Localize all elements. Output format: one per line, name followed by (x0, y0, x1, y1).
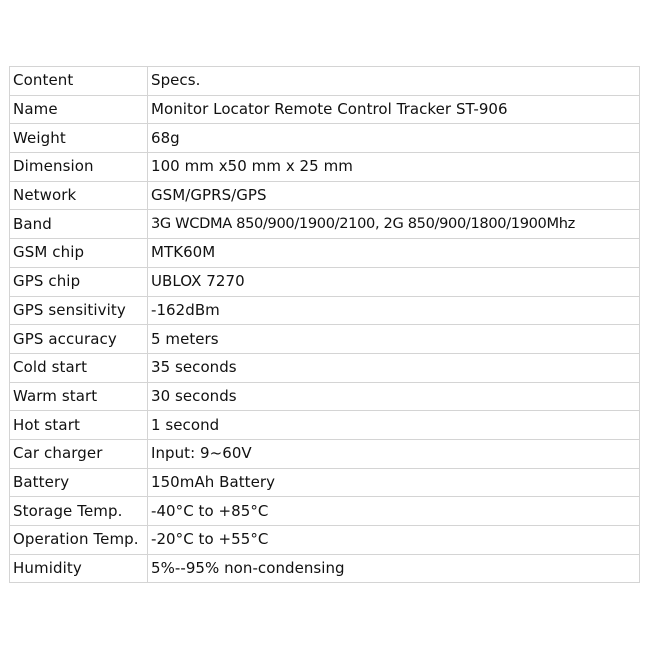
table-row (10, 382, 640, 411)
spec-label: Hot start (10, 411, 148, 440)
table-row (10, 239, 640, 268)
spec-label: Operation Temp. (10, 526, 148, 555)
spec-label: Battery (10, 468, 148, 497)
spec-label: Warm start (10, 382, 148, 411)
table-row (10, 67, 640, 96)
spec-value: 100 mm x50 mm x 25 mm (148, 153, 640, 182)
spec-value: -40°C to +85°C (148, 497, 640, 526)
spec-value: 150mAh Battery (148, 468, 640, 497)
spec-label: Network (10, 181, 148, 210)
spec-value: Specs. (148, 67, 640, 96)
table-row (10, 439, 640, 468)
spec-label: Storage Temp. (10, 497, 148, 526)
table-row (10, 526, 640, 555)
table-row (10, 468, 640, 497)
spec-value: 35 seconds (148, 353, 640, 382)
spec-label: GSM chip (10, 239, 148, 268)
spec-value: UBLOX 7270 (148, 267, 640, 296)
spec-value: 3G WCDMA 850/900/1900/2100, 2G 850/900/1800/1900Mhz (148, 210, 640, 239)
table-row (10, 95, 640, 124)
table-row (10, 325, 640, 354)
spec-label: Weight (10, 124, 148, 153)
spec-value: 1 second (148, 411, 640, 440)
spec-label: GPS chip (10, 267, 148, 296)
spec-value: 5%--95% non-condensing (148, 554, 640, 583)
spec-value: GSM/GPRS/GPS (148, 181, 640, 210)
table-row (10, 411, 640, 440)
spec-label: Humidity (10, 554, 148, 583)
spec-value: Input: 9~60V (148, 439, 640, 468)
table-row (10, 124, 640, 153)
table-row (10, 296, 640, 325)
spec-value: 5 meters (148, 325, 640, 354)
spec-label: Cold start (10, 353, 148, 382)
spec-label: Content (10, 67, 148, 96)
spec-value: -162dBm (148, 296, 640, 325)
spec-label: Car charger (10, 439, 148, 468)
spec-label: GPS accuracy (10, 325, 148, 354)
spec-label: GPS sensitivity (10, 296, 148, 325)
spec-label: Dimension (10, 153, 148, 182)
table-row (10, 497, 640, 526)
spec-label: Band (10, 210, 148, 239)
table-row (10, 181, 640, 210)
table-row (10, 210, 640, 239)
table-row (10, 153, 640, 182)
spec-label: Name (10, 95, 148, 124)
spec-value: 68g (148, 124, 640, 153)
table-row (10, 554, 640, 583)
spec-value: MTK60M (148, 239, 640, 268)
table-row (10, 267, 640, 296)
spec-value: Monitor Locator Remote Control Tracker ST-906 (148, 95, 640, 124)
spec-value: 30 seconds (148, 382, 640, 411)
spec-table (9, 66, 640, 583)
spec-value: -20°C to +55°C (148, 526, 640, 555)
table-row (10, 353, 640, 382)
